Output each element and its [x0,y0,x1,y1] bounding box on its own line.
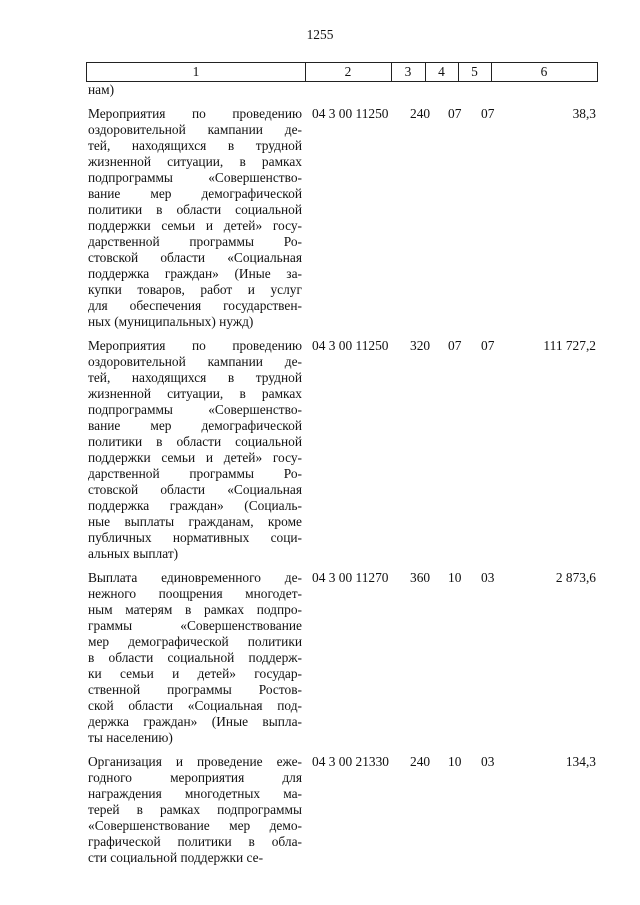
description-line: для обеспечения государствен- [88,298,302,313]
description-line: публичных нормативных соци- [88,530,302,545]
description-line: Мероприятия по проведению [88,106,302,121]
description-line: ственной программы Ростов- [88,682,302,697]
description-line: подпрограммы «Совершенство- [88,170,302,185]
description-line: держка граждан» (Иные выпла- [88,714,302,729]
description-line: политики в области социальной [88,434,302,449]
row-code: 04 3 00 11250 [312,338,389,353]
row-sum: 38,3 [572,106,596,121]
description-line: подпрограммы «Совершенство- [88,402,302,417]
row-section: 10 [448,570,462,585]
header-col-5: 5 [471,64,478,79]
row-sum: 2 873,6 [555,570,596,585]
description-line: ным матерям в рамках подпро- [88,602,302,617]
header-col-3: 3 [404,64,412,79]
description-line: вание мер демографической [88,186,302,201]
row-expense-type: 240 [410,106,431,121]
description-line: тей, находящихся в трудной [88,138,302,153]
row-sum: 134,3 [565,754,596,769]
description-line: стовской области «Социальная [88,250,302,265]
row-section: 07 [448,338,462,353]
description-line: оздоровительной кампании де- [88,354,302,369]
header-col-6: 6 [540,64,548,79]
description-line: ки семьи и детей» государ- [88,666,302,681]
table-row [86,570,598,746]
row-expense-type: 240 [410,754,431,769]
continuation-text: нам) [88,82,115,97]
description-line: вание мер демографической [88,418,302,433]
expense-rows [86,106,598,866]
description-line: поддержки семьи и детей» госу- [88,450,302,465]
description-line: дарственной программы Ро- [88,234,302,249]
row-description [88,754,302,866]
table-row [86,338,598,562]
table-body [86,82,598,866]
page-number: 1255 [306,27,334,42]
description-line: ные выплаты гражданам, кроме [88,514,302,529]
continuation-row [86,82,598,98]
row-code: 04 3 00 11270 [312,570,389,585]
description-line: мер демографической политики [88,634,302,649]
description-line: стовской области «Социальная [88,482,302,497]
description-line: ской области «Социальная под- [88,698,302,713]
description-line: «Совершенствование мер демо- [88,818,302,833]
description-line: в области социальной поддерж- [88,650,302,665]
description-line: ных (муниципальных) нужд) [88,314,254,329]
description-line: ты населению) [88,730,173,745]
row-code: 04 3 00 21330 [312,754,389,769]
row-section: 10 [448,754,462,769]
description-line: Мероприятия по проведению [88,338,302,353]
description-line: жизненной ситуации, в рамках [88,154,302,169]
row-expense-type: 360 [410,570,431,585]
header-col-4: 4 [438,64,445,79]
description-line: Выплата единовременного де- [88,570,302,585]
description-line: купки товаров, работ и услуг [88,282,302,297]
description-line: граммы «Совершенствование [88,618,302,633]
description-line: нежного поощрения многодет- [88,586,302,601]
description-line: политики в области социальной [88,202,302,217]
row-description [88,570,302,746]
description-line: жизненной ситуации, в рамках [88,386,302,401]
description-line: сти социальной поддержки се- [88,850,264,865]
table-row [86,106,598,330]
description-line: терей в рамках подпрограммы [88,802,302,817]
table-header [86,62,598,82]
row-section: 07 [448,106,462,121]
description-line: тей, находящихся в трудной [88,370,302,385]
description-line: поддержки семьи и детей» госу- [88,218,302,233]
row-subsection: 03 [481,754,495,769]
description-line: поддержка граждан» (Иные за- [88,266,302,281]
header-col-2: 2 [344,64,352,79]
header-col-1: 1 [192,64,200,79]
description-line: Организация и проведение еже- [88,754,302,769]
table-row [86,754,598,866]
description-line: награждения многодетных ма- [88,786,302,801]
row-code: 04 3 00 11250 [312,106,389,121]
description-line: поддержка граждан» (Социаль- [88,498,302,513]
row-sum: 111 727,2 [543,338,596,353]
description-line: альных выплат) [88,546,179,561]
description-line: дарственной программы Ро- [88,466,302,481]
description-line: годного мероприятия для [88,770,302,785]
row-expense-type: 320 [410,338,431,353]
row-subsection: 03 [481,570,495,585]
row-description [88,338,302,562]
row-subsection: 07 [481,106,495,121]
row-subsection: 07 [481,338,495,353]
description-line: графической политики в обла- [88,834,302,849]
description-line: оздоровительной кампании де- [88,122,302,137]
row-description [88,106,302,330]
